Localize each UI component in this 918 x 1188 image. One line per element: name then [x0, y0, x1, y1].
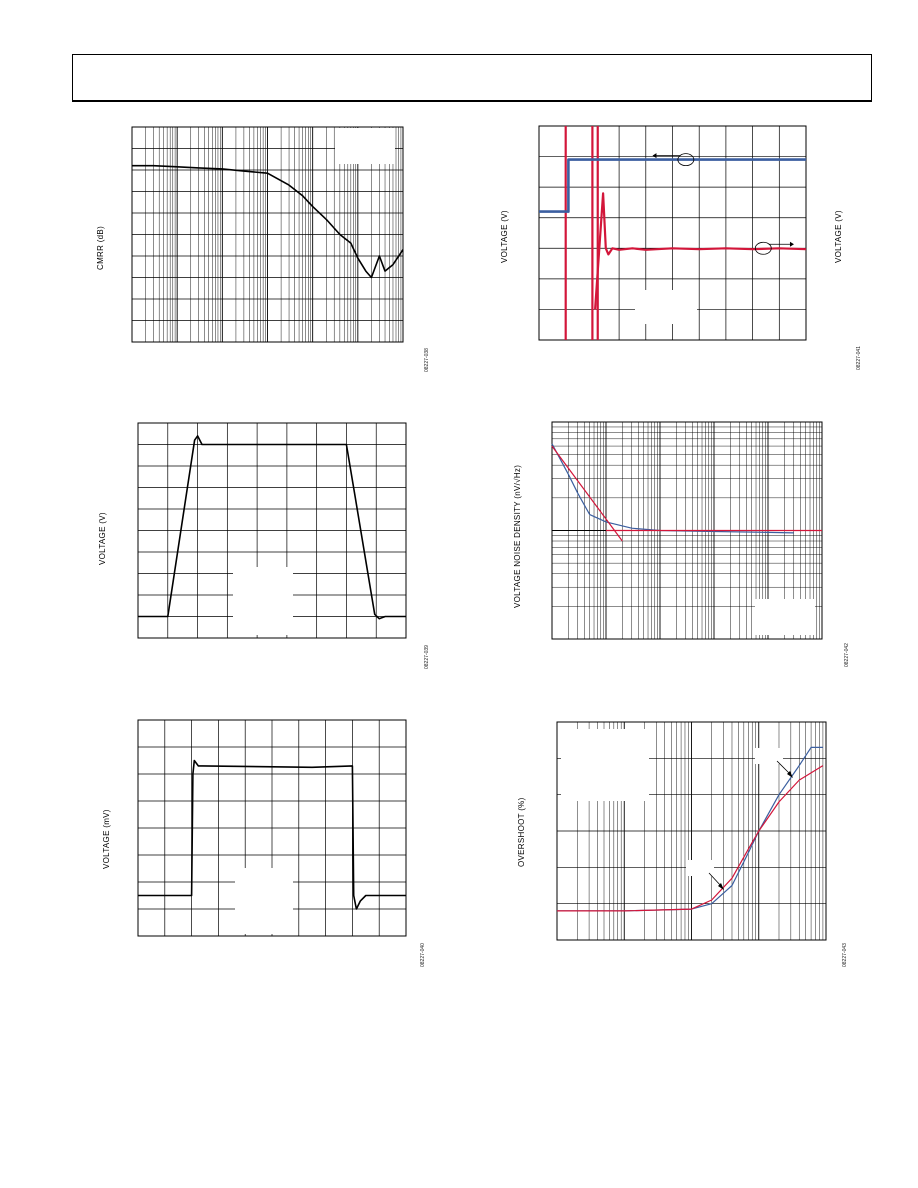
small-signal-plot [80, 715, 440, 985]
noise-series-2-line [552, 446, 622, 541]
overshoot-legend-box [561, 729, 649, 801]
noise-series [552, 444, 822, 541]
cmrr-legend-box [335, 128, 395, 164]
small-signal-ylabel: VOLTAGE (mV) [102, 809, 111, 869]
large-signal-legend-box [233, 567, 293, 635]
small-signal-chart-panel [80, 715, 440, 985]
settling-ylabel-right: VOLTAGE (V) [834, 210, 843, 263]
settling-figure-id: 08227-041 [856, 346, 862, 370]
noise-figure-id: 08227-042 [844, 643, 850, 667]
settling-chart-panel [490, 118, 880, 388]
noise-legend-box [755, 599, 815, 635]
settling-left-arrowhead [652, 153, 656, 158]
cmrr-plot [80, 118, 440, 388]
large-signal-ylabel: VOLTAGE (V) [98, 512, 107, 565]
overshoot-ylabel: OVERSHOOT (%) [517, 797, 526, 867]
settling-legend-box [635, 290, 697, 324]
noise-series-1-line [552, 444, 794, 533]
settling-plot [490, 118, 880, 388]
page-header-frame [72, 54, 872, 102]
noise-chart-panel [505, 415, 885, 685]
settling-ylabel-left: VOLTAGE (V) [500, 210, 509, 263]
cmrr-chart-panel [80, 118, 440, 388]
settling-right-arrowhead [790, 242, 794, 247]
noise-ylabel: VOLTAGE NOISE DENSITY (nV/√Hz) [513, 464, 522, 608]
small-signal-legend-box [235, 868, 293, 934]
large-signal-chart-panel [80, 415, 440, 685]
large-signal-figure-id: 08227-039 [424, 645, 430, 669]
settling-series-2-line [595, 193, 806, 309]
small-signal-figure-id: 08227-040 [420, 943, 426, 967]
overshoot-figure-id: 08227-043 [842, 943, 848, 967]
overshoot-plot [505, 715, 885, 985]
noise-plot [505, 415, 885, 685]
large-signal-plot [80, 415, 440, 685]
overshoot-chart-panel [505, 715, 885, 985]
cmrr-figure-id: 08227-038 [424, 348, 430, 372]
overshoot-label-box-upper [755, 748, 783, 764]
cmrr-ylabel: CMRR (dB) [96, 225, 105, 270]
